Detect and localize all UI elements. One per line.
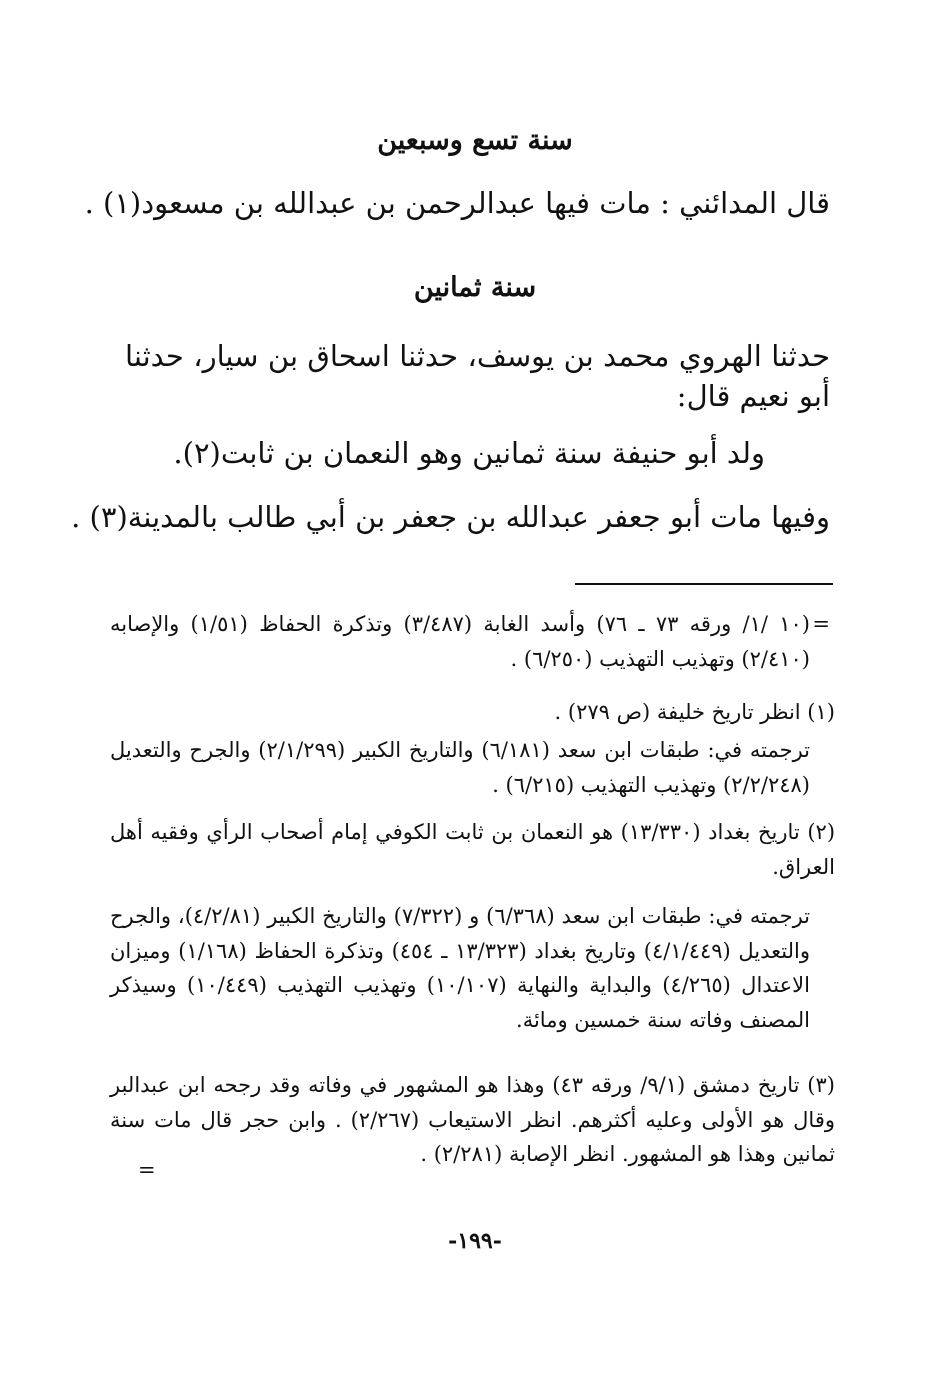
footnote-2: (٢) تاريخ بغداد (١٣/٣٣٠) هو النعمان بن ثابت الكوفي إمام أصحاب الرأي وفقيه أهل العراق. [110, 820, 836, 879]
page-number: -١٩٩- [448, 1228, 502, 1254]
footnote-separator [575, 583, 833, 585]
section-title-year-80: سنة ثمانين [413, 272, 537, 303]
footnote-continued: (١٠ /١/ ورقه ٧٣ ـ ٧٦) وأسد الغابة (٣/٤٨٧) وتذكرة الحفاظ (١/٥١) والإصابه (٢/٤١٠) وتهذيب التهذيب (٦/٢٥٠) . [110, 612, 810, 671]
continuation-marker-end: = [138, 1158, 156, 1182]
section-title-year-79: سنة تسع وسبعين [377, 125, 573, 156]
footnote-1-biography: ترجمته في: طبقات ابن سعد (٦/١٨١) والتاريخ الكبير (٢/١/٢٩٩) والجرح والتعديل (٢/٢/٢٤٨) وتهذيب التهذيب (٦/٢١٥) . [110, 738, 811, 797]
body-paragraph-isnad: حدثنا الهروي محمد بن يوسف، حدثنا اسحاق بن سيار، حدثنا أبو نعيم قال: [125, 339, 830, 413]
body-line-abu-hanifa: ولد أبو حنيفة سنة ثمانين وهو النعمان بن ثابت(٢). [173, 436, 765, 470]
footnote-1: (١) انظر تاريخ خليفة (ص ٢٧٩) . [554, 700, 835, 724]
body-line-madaini: قال المدائني : مات فيها عبدالرحمن بن عبدالله بن مسعود(١) . [84, 186, 830, 220]
continuation-marker: = [812, 612, 830, 636]
footnote-2-biography: ترجمته في: طبقات ابن سعد (٦/٣٦٨) و (٧/٣٢٢) والتاريخ الكبير (٤/٢/٨١)، والجرح والتعديل (٤/١/٤٤٩) وتاريخ بغداد (١٣/٣٢٣ ـ ٤٥٤) وتذكرة الحفاظ (١/١٦٨) وميزان الاعتدال (٤/٢٦٥) والبداية والنهاية (١٠/١٠٧) وتهذيب التهذيب (١٠/٤٤٩) وسيذكر المصنف وفاته سنة خمسين ومائة. [110, 904, 810, 1032]
footnote-3: (٣) تاريخ دمشق (٩/١/ ورقه ٤٣) وهذا هو المشهور في وفاته وقد رجحه ابن عبدالبر وقال هو الأولى وعليه أكثرهم. انظر الاستيعاب (٢/٢٦٧) . وابن حجر قال مات سنة ثمانين وهذا هو المشهور. انظر الإصابة (٢/٢٨١) . [110, 1073, 836, 1166]
body-line-abu-jafar: وفيها مات أبو جعفر عبدالله بن جعفر بن أبي طالب بالمدينة(٣) . [71, 500, 830, 534]
